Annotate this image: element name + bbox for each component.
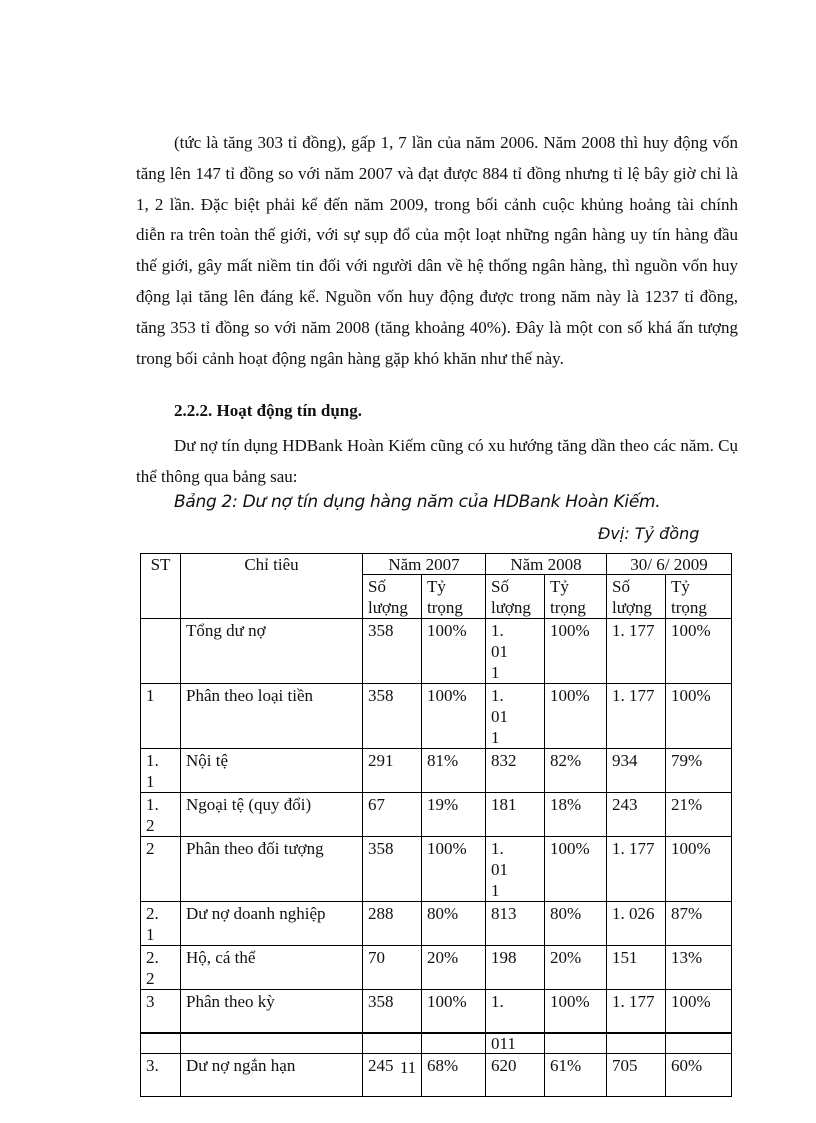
cell-p2: 18% xyxy=(545,793,607,837)
cell-stt: 3 xyxy=(141,990,181,1034)
table-row xyxy=(141,684,732,749)
cell-text: 1. 1 xyxy=(146,751,159,791)
cell-p3: 100% xyxy=(666,684,732,749)
section-heading: 2.2.2. Hoạt động tín dụng. xyxy=(174,401,362,420)
cell-v2: 832 xyxy=(486,749,545,793)
cell-v3: 1. 177 xyxy=(607,990,666,1034)
table-row xyxy=(141,1033,732,1054)
header-indicator: Chỉ tiêu xyxy=(181,554,363,619)
cell-p1: 81% xyxy=(422,749,486,793)
cell-stt: 3. xyxy=(141,1054,181,1097)
cell-p1: 100% xyxy=(422,990,486,1034)
cell-p1 xyxy=(422,1033,486,1054)
header-amount: Số lượng xyxy=(363,575,422,619)
cell-p3: 21% xyxy=(666,793,732,837)
cell-v3: 243 xyxy=(607,793,666,837)
cell-p2: 20% xyxy=(545,946,607,990)
page-number: 11 xyxy=(399,1058,417,1077)
cell-v1: 358 xyxy=(363,619,422,684)
cell-v1: 245 xyxy=(363,1054,422,1097)
table-row xyxy=(141,749,732,793)
cell-v2 xyxy=(486,619,545,684)
cell-v3: 934 xyxy=(607,749,666,793)
table-row xyxy=(141,619,732,684)
cell-stt xyxy=(141,1033,181,1054)
cell-p3: 100% xyxy=(666,990,732,1034)
table-body xyxy=(141,619,732,1097)
cell-p1: 100% xyxy=(422,619,486,684)
cell-name: Nội tệ xyxy=(181,749,363,793)
header-share: Tỷ trọng xyxy=(422,575,486,619)
cell-text: 1. 011 xyxy=(491,686,508,747)
cell-v1: 358 xyxy=(363,837,422,902)
cell-p3: 87% xyxy=(666,902,732,946)
cell-v1: 70 xyxy=(363,946,422,990)
cell-p1: 68% xyxy=(422,1054,486,1097)
cell-v3 xyxy=(607,1033,666,1054)
cell-v2: 011 xyxy=(486,1033,545,1054)
cell-stt xyxy=(141,619,181,684)
cell-stt xyxy=(141,793,181,837)
cell-v2: 198 xyxy=(486,946,545,990)
cell-name: Dư nợ ngắn hạn xyxy=(181,1054,363,1097)
cell-p1: 100% xyxy=(422,837,486,902)
cell-text: 2. 2 xyxy=(146,948,159,988)
cell-v2: 620 xyxy=(486,1054,545,1097)
cell-stt: 1 xyxy=(141,684,181,749)
cell-p1: 80% xyxy=(422,902,486,946)
cell-v1: 358 xyxy=(363,990,422,1034)
cell-p2: 100% xyxy=(545,990,607,1034)
cell-name: Ngoại tệ (quy đổi) xyxy=(181,793,363,837)
cell-v1: 67 xyxy=(363,793,422,837)
cell-p3: 100% xyxy=(666,619,732,684)
cell-v2 xyxy=(486,684,545,749)
table-header-row-1 xyxy=(141,554,732,575)
cell-p2 xyxy=(545,1033,607,1054)
header-stt: ST xyxy=(141,554,181,619)
cell-p3: 60% xyxy=(666,1054,732,1097)
cell-stt xyxy=(141,902,181,946)
cell-text: 1. 011 xyxy=(491,839,508,900)
body-paragraph-1: (tức là tăng 303 tỉ đồng), gấp 1, 7 lần của năm 2006. Năm 2008 thì huy động vốn tăng lên 147 tỉ đồng so với năm 2007 và đạt được 884 tỉ đồng nhưng tỉ lệ bây giờ chỉ là 1, 2 lần. Đặc biệt phải kể đến năm 2009, trong bối cảnh cuộc khủng hoảng tài chính diễn ra trên toàn thế giới, với sự sụp đổ của một loạt những ngân hàng uy tín hàng đầu thế giới, gây mất niềm tin đối với người dân về hệ thống ngân hàng, thì nguồn vốn huy động lại tăng lên đáng kể. Nguồn vốn huy động được trong năm này là 1237 tỉ đồng, tăng 353 tỉ đồng so với năm 2008 (tăng khoảng 40%). Đây là một con số khá ấn tượng trong bối cảnh hoạt động ngân hàng gặp khó khăn như thế này. xyxy=(136,133,738,368)
table-row xyxy=(141,837,732,902)
cell-text: 1. 011 xyxy=(491,621,508,682)
cell-p3 xyxy=(666,1033,732,1054)
body-paragraph-2: Dư nợ tín dụng HDBank Hoàn Kiếm cũng có xu hướng tăng dần theo các năm. Cụ thể thông qua bảng sau: xyxy=(136,436,738,486)
cell-name: Tổng dư nợ xyxy=(181,619,363,684)
cell-p2: 100% xyxy=(545,619,607,684)
cell-v1: 288 xyxy=(363,902,422,946)
header-amount: Số lượng xyxy=(607,575,666,619)
cell-name: Phân theo đối tượng xyxy=(181,837,363,902)
cell-p1: 20% xyxy=(422,946,486,990)
cell-name: Hộ, cá thể xyxy=(181,946,363,990)
cell-p2: 80% xyxy=(545,902,607,946)
table-unit: Đvị: Tỷ đồng xyxy=(598,524,700,543)
cell-p1: 100% xyxy=(422,684,486,749)
cell-v3: 1. 177 xyxy=(607,837,666,902)
cell-v1: 291 xyxy=(363,749,422,793)
cell-v3: 151 xyxy=(607,946,666,990)
header-amount: Số lượng xyxy=(486,575,545,619)
cell-p2: 100% xyxy=(545,837,607,902)
cell-p3: 13% xyxy=(666,946,732,990)
table-row xyxy=(141,946,732,990)
cell-name: Phân theo loại tiền xyxy=(181,684,363,749)
header-share: Tỷ trọng xyxy=(545,575,607,619)
header-year-2007: Năm 2007 xyxy=(363,554,486,575)
table-row xyxy=(141,990,732,1034)
cell-name xyxy=(181,1033,363,1054)
cell-v2 xyxy=(486,837,545,902)
table-row xyxy=(141,793,732,837)
cell-text: 2. 1 xyxy=(146,904,159,944)
cell-p1: 19% xyxy=(422,793,486,837)
header-share: Tỷ trọng xyxy=(666,575,732,619)
cell-text: 1. 2 xyxy=(146,795,159,835)
credit-table xyxy=(140,553,732,1097)
cell-p2: 82% xyxy=(545,749,607,793)
table-row xyxy=(141,902,732,946)
cell-v2: 1. xyxy=(486,990,545,1034)
cell-name: Dư nợ doanh nghiệp xyxy=(181,902,363,946)
cell-v1 xyxy=(363,1033,422,1054)
cell-stt xyxy=(141,946,181,990)
cell-stt xyxy=(141,749,181,793)
cell-name: Phân theo kỳ xyxy=(181,990,363,1034)
cell-v2: 813 xyxy=(486,902,545,946)
cell-v3: 705 xyxy=(607,1054,666,1097)
cell-v1: 358 xyxy=(363,684,422,749)
cell-p2: 61% xyxy=(545,1054,607,1097)
table-caption: Bảng 2: Dư nợ tín dụng hàng năm của HDBank Hoàn Kiếm. xyxy=(174,492,661,512)
cell-p3: 79% xyxy=(666,749,732,793)
cell-stt: 2 xyxy=(141,837,181,902)
cell-v3: 1. 026 xyxy=(607,902,666,946)
cell-v3: 1. 177 xyxy=(607,684,666,749)
header-year-2009: 30/ 6/ 2009 xyxy=(607,554,732,575)
header-year-2008: Năm 2008 xyxy=(486,554,607,575)
cell-p3: 100% xyxy=(666,837,732,902)
cell-v2: 181 xyxy=(486,793,545,837)
cell-v3: 1. 177 xyxy=(607,619,666,684)
cell-p2: 100% xyxy=(545,684,607,749)
